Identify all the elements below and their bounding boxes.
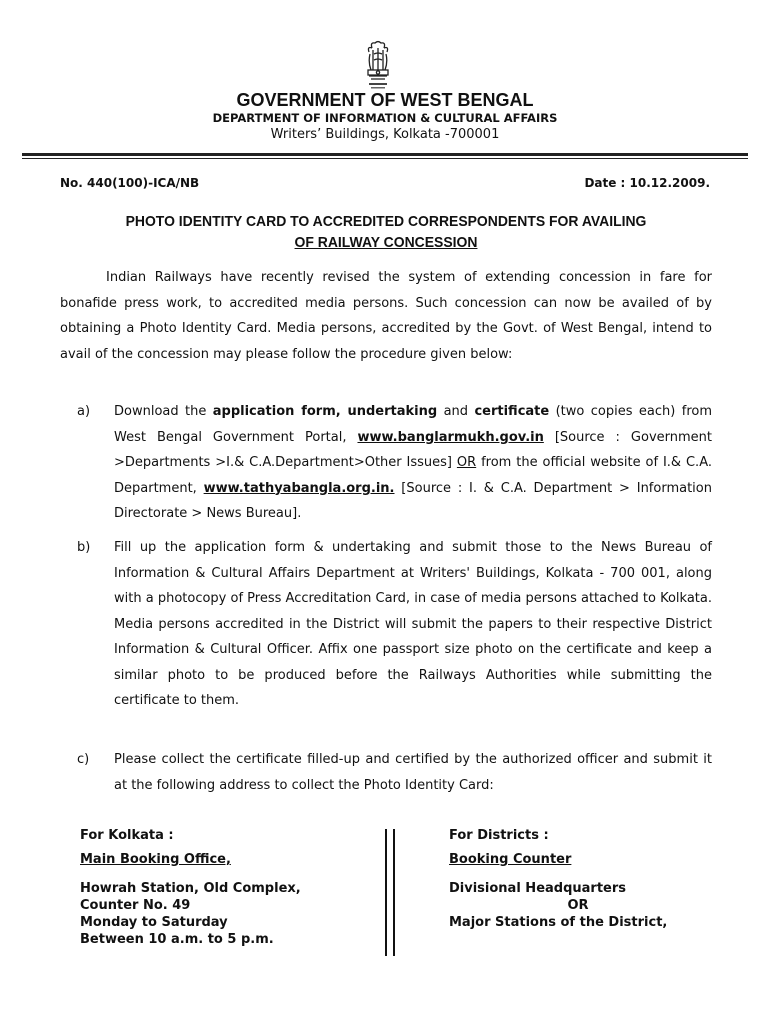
districts-line: Divisional Headquarters <box>449 881 627 896</box>
document-date: Date : 10.12.2009. <box>584 176 710 190</box>
districts-office: Booking Counter <box>449 852 572 867</box>
procedure-item-b <box>60 535 712 714</box>
department-name: DEPARTMENT OF INFORMATION & CULTURAL AFFAIRS <box>212 111 558 125</box>
item-c-text: Please collect the certificate filled-up and certified by the authorized officer and submit it at the following address to collect the Photo Identity Card: <box>114 752 712 793</box>
office-address: Writers’ Buildings, Kolkata -700001 <box>270 127 500 142</box>
subject-heading <box>83 211 689 253</box>
districts-or: OR <box>567 898 589 913</box>
kolkata-line: Howrah Station, Old Complex, <box>80 881 301 896</box>
kolkata-line: Monday to Saturday <box>80 915 228 930</box>
kolkata-line: Between 10 a.m. to 5 p.m. <box>80 932 274 947</box>
intro-text: Indian Railways have recently revised the system of extending concession in fare for bonafide press work, to accredited media persons. Such concession can now be availed of by obtaining a Photo Identity Card. Media persons, accredited by the Govt. of West Bengal, intend to avail of the concession may please follow the procedure given below: <box>60 270 712 362</box>
procedure-item-c <box>60 747 712 798</box>
item-marker: a) <box>77 404 91 419</box>
subject-line-1: PHOTO IDENTITY CARD TO ACCREDITED CORRESPONDENTS FOR AVAILING <box>125 213 647 230</box>
item-marker: c) <box>77 752 90 767</box>
government-title: GOVERNMENT OF WEST BENGAL <box>236 90 534 110</box>
tathyabangla-link[interactable]: www.tathyabangla.org.in. <box>203 480 395 496</box>
kolkata-column <box>80 828 301 948</box>
banglarmukh-link[interactable]: www.banglarmukh.gov.in <box>357 429 544 445</box>
intro-paragraph <box>60 265 712 367</box>
state-emblem-icon <box>358 40 398 92</box>
certificate-term: certificate <box>474 404 550 419</box>
districts-column <box>449 828 707 931</box>
reference-number: No. 440(100)-ICA/NB <box>60 176 200 190</box>
kolkata-heading: For Kolkata : <box>80 828 174 843</box>
kolkata-line: Counter No. 49 <box>80 898 191 913</box>
item-b-text: Fill up the application form & undertaking and submit those to the News Bureau of Information & Cultural Affairs Department at Writers' Buildings, Kolkata - 700 001, along with a photocopy of Press Accreditation Card, in case of media persons attached to Kolkata. Media persons accredited in the District will submit the papers to their respective District Information & Cultural Officer. Affix one passport size photo on the certificate and keep a similar photo to be produced before the Railways Authorities while submitting the certificate to them. <box>114 540 712 708</box>
procedure-item-a: a) Download the application form, undertaking and certificate (two copies each) from West Bengal Government Portal, www.banglarmukh.gov.in [Source : Government >Departments >I.& C.A.Department>Other Issues] OR from the official website of I.& C.A. Department, www.tathyabangla.org.in. [Source : I. & C.A. Department > Information Directorate > News Bureau]. <box>60 399 712 527</box>
kolkata-office: Main Booking Office, <box>80 852 231 867</box>
subject-line-2: OF RAILWAY CONCESSION <box>294 234 478 251</box>
column-divider <box>385 829 395 956</box>
districts-line: Major Stations of the District, <box>449 915 668 930</box>
districts-heading: For Districts : <box>449 828 549 843</box>
application-form-term: application form, undertaking <box>212 404 438 419</box>
item-marker: b) <box>77 540 91 555</box>
header-divider-thin <box>22 158 748 159</box>
header-divider-thick <box>22 153 748 156</box>
